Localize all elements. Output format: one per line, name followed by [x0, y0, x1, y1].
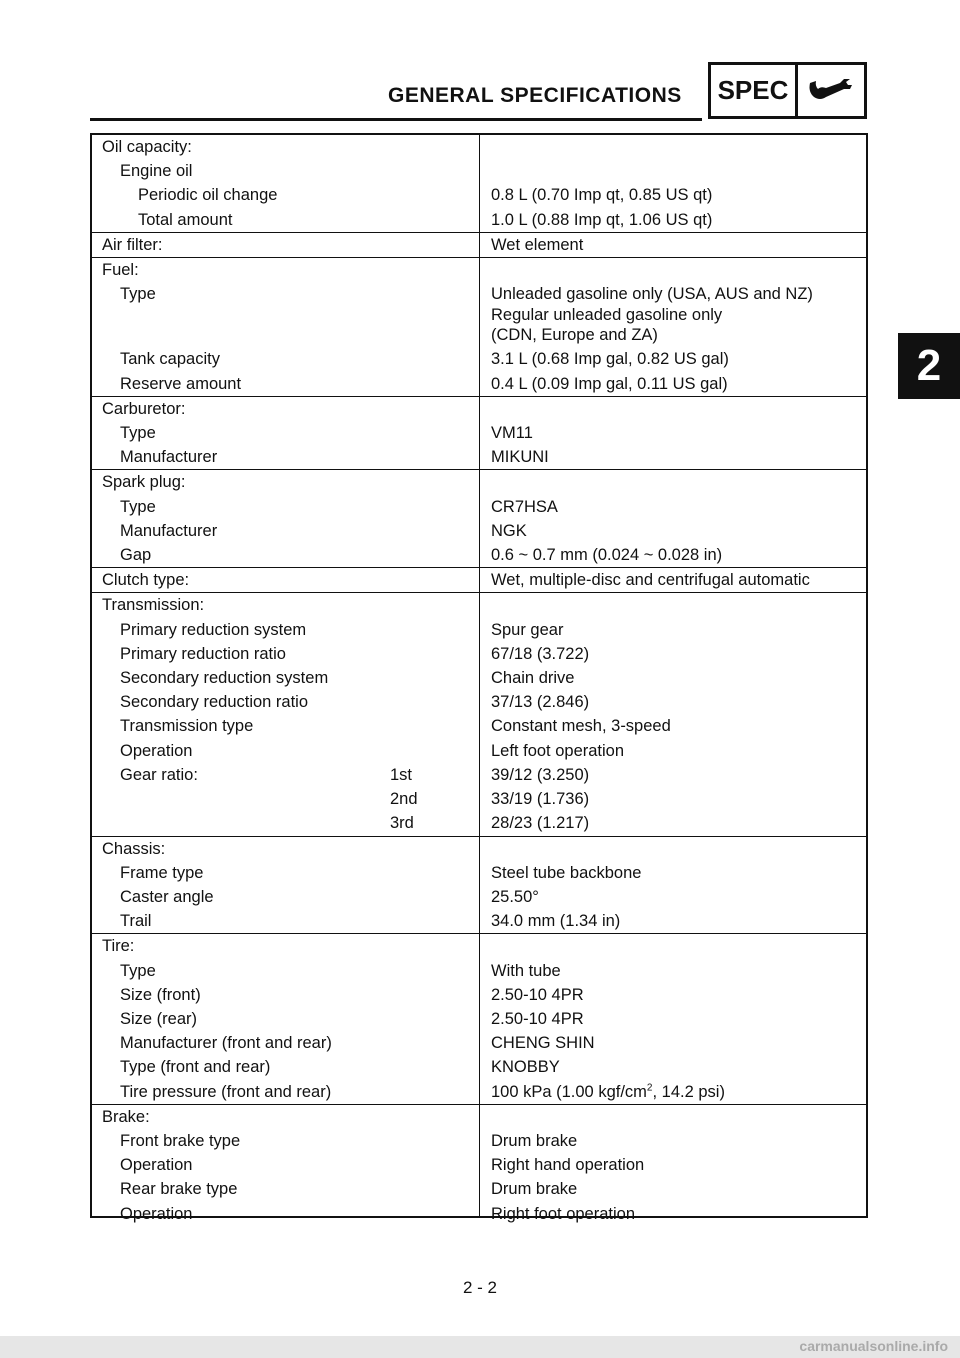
- spec-value-text: 25.50°: [491, 887, 539, 906]
- spec-value: [480, 397, 866, 421]
- spec-value: [480, 135, 866, 159]
- spec-row: [92, 714, 866, 738]
- spec-label: [92, 763, 480, 787]
- spec-label: [92, 568, 480, 592]
- spec-value-text: Drum brake: [491, 1131, 578, 1150]
- spec-label: [92, 397, 480, 421]
- spec-label: [92, 714, 480, 738]
- spec-label-text: Air filter:: [102, 235, 163, 254]
- spec-value-text: 100 kPa (1.00 kgf/cm: [491, 1082, 647, 1101]
- spec-label-text: Operation: [120, 741, 193, 760]
- header-rule: [90, 118, 702, 121]
- spec-label: SPEC: [711, 65, 798, 116]
- spec-label: [92, 909, 480, 933]
- spec-value-text: 0.4 L (0.09 Imp gal, 0.11 US gal): [491, 374, 728, 393]
- spec-label: [92, 618, 480, 642]
- spec-value-text: With tube: [491, 961, 561, 980]
- spec-label-text: Front brake type: [120, 1131, 241, 1150]
- spec-row: [92, 445, 866, 469]
- spec-label-text: Primary reduction system: [120, 620, 307, 639]
- spec-value: [480, 284, 866, 345]
- spec-label: [92, 347, 480, 371]
- spec-label-text: Transmission:: [102, 596, 205, 615]
- spec-label: [92, 1031, 480, 1055]
- spec-value-text: 39/12 (3.250): [491, 765, 590, 784]
- spec-label: [92, 519, 480, 543]
- spec-value: [480, 739, 866, 763]
- spec-value: [480, 1007, 866, 1031]
- spec-row: [92, 519, 866, 543]
- spec-label: [92, 1080, 480, 1104]
- spec-label: [92, 837, 480, 861]
- spec-row: [92, 811, 866, 835]
- spec-value: [480, 543, 866, 567]
- spec-row: [92, 1129, 866, 1153]
- spec-value: [480, 861, 866, 885]
- spec-row: [92, 666, 866, 690]
- spec-value-text: Wet, multiple-disc and centrifugal automatic: [491, 571, 810, 590]
- section-badge: [708, 62, 867, 119]
- spec-label: [92, 135, 480, 159]
- spec-label-text: Fuel:: [102, 261, 139, 280]
- spec-row: [92, 282, 866, 347]
- spec-row: [92, 690, 866, 714]
- spec-value-text: 33/19 (1.736): [491, 790, 590, 809]
- spec-label-text: Type (front and rear): [120, 1058, 271, 1077]
- spec-label-text: Caster angle: [120, 887, 214, 906]
- spec-label: [92, 1129, 480, 1153]
- spec-value-text: 37/13 (2.846): [491, 693, 590, 712]
- spec-group: [92, 592, 866, 835]
- spec-value-text: MIKUNI: [491, 448, 549, 467]
- spec-group: [92, 567, 866, 592]
- spec-value-text: VM11: [491, 424, 533, 443]
- spec-value: [480, 909, 866, 933]
- spec-value: [480, 959, 866, 983]
- spec-group: [92, 469, 866, 567]
- watermark: carmanualsonline.info: [799, 1338, 948, 1354]
- spec-value-text: Left foot operation: [491, 741, 625, 760]
- spec-label: [92, 811, 480, 835]
- spec-value: [480, 208, 866, 232]
- spec-row: [92, 1153, 866, 1177]
- spec-label-text: Operation: [120, 1156, 193, 1175]
- spec-group: [92, 933, 866, 1103]
- spec-label-text: Secondary reduction ratio: [120, 693, 309, 712]
- spec-label: [92, 1153, 480, 1177]
- spec-value-text: Unleaded gasoline only (USA, AUS and NZ) Regular unleaded gasoline only (CDN, Europe and ZA): [491, 285, 813, 345]
- spec-row: [92, 421, 866, 445]
- spec-table: [90, 133, 868, 1223]
- spec-value-text: Drum brake: [491, 1180, 578, 1199]
- spec-row: [92, 983, 866, 1007]
- spec-value: [480, 568, 866, 592]
- spec-row: [92, 1080, 866, 1104]
- spec-label-text: Tire pressure (front and rear): [120, 1082, 332, 1101]
- spec-value: [480, 1129, 866, 1153]
- spec-value-text: 2.50-10 4PR: [491, 1009, 584, 1028]
- spec-row: [92, 763, 866, 787]
- spec-row: [92, 837, 866, 861]
- spec-label-text: Tank capacity: [120, 350, 220, 369]
- spec-row: [92, 739, 866, 763]
- spec-group: [92, 135, 866, 232]
- spec-group: [92, 836, 866, 934]
- spec-row: [92, 183, 866, 207]
- page-title: GENERAL SPECIFICATIONS: [388, 84, 682, 107]
- spec-row: [92, 934, 866, 958]
- spec-value: [480, 837, 866, 861]
- spec-label-text: Total amount: [138, 210, 233, 229]
- spec-row: [92, 372, 866, 396]
- spec-value: [480, 159, 866, 183]
- spec-row: [92, 397, 866, 421]
- spec-value-text: Steel tube backbone: [491, 863, 642, 882]
- spec-row: [92, 347, 866, 371]
- spec-value: [480, 666, 866, 690]
- spec-label-text: Tire:: [102, 937, 135, 956]
- spec-value-text: Wet element: [491, 235, 584, 254]
- spec-value-text: 0.6 ~ 0.7 mm (0.024 ~ 0.028 in): [491, 546, 723, 565]
- spec-label-text: Brake:: [102, 1107, 150, 1126]
- spec-label: [92, 666, 480, 690]
- spec-label: [92, 787, 480, 811]
- spec-row: [92, 618, 866, 642]
- spec-value-text: 2.50-10 4PR: [491, 985, 584, 1004]
- spec-value: [480, 233, 866, 257]
- spec-row: [92, 959, 866, 983]
- spec-value-text: Spur gear: [491, 620, 564, 639]
- spec-value: [480, 618, 866, 642]
- spec-label-text: Engine oil: [120, 162, 193, 181]
- spec-value-text: CR7HSA: [491, 497, 558, 516]
- spec-value-text: 0.8 L (0.70 Imp qt, 0.85 US qt): [491, 186, 713, 205]
- spec-value-text: Constant mesh, 3-speed: [491, 717, 671, 736]
- spec-label-text: Carburetor:: [102, 399, 186, 418]
- spec-value-text: 67/18 (3.722): [491, 644, 590, 663]
- spec-row: [92, 885, 866, 909]
- spec-label-text: Periodic oil change: [138, 186, 278, 205]
- spec-value: [480, 690, 866, 714]
- spec-value: [480, 1153, 866, 1177]
- spec-row: [92, 1202, 866, 1226]
- spec-label-text: Transmission type: [120, 717, 254, 736]
- spec-label-text: Operation: [120, 1204, 193, 1223]
- spec-value: [480, 763, 866, 787]
- spec-value: [480, 421, 866, 445]
- spec-label: [92, 284, 480, 345]
- spec-label: [92, 495, 480, 519]
- spec-label: [92, 885, 480, 909]
- spec-label: [92, 445, 480, 469]
- spec-value-text: Right foot operation: [491, 1204, 636, 1223]
- spec-label: [92, 1202, 480, 1226]
- spec-value-text: 34.0 mm (1.34 in): [491, 912, 621, 931]
- spec-label-text: Chassis:: [102, 839, 166, 858]
- spec-label: [92, 208, 480, 232]
- spec-row: [92, 208, 866, 232]
- spec-group: [92, 1104, 866, 1226]
- spec-value-text: 1.0 L (0.88 Imp qt, 1.06 US qt): [491, 210, 713, 229]
- spec-label: [92, 1055, 480, 1079]
- spec-row: [92, 1105, 866, 1129]
- spec-label: [92, 983, 480, 1007]
- spec-value: [480, 470, 866, 494]
- spec-label: [92, 934, 480, 958]
- wrench-icon: [798, 65, 864, 116]
- chapter-tab: 2: [898, 333, 960, 399]
- spec-label: [92, 593, 480, 617]
- spec-value: [480, 258, 866, 282]
- spec-value: [480, 934, 866, 958]
- gear-label: 2nd: [390, 790, 418, 809]
- spec-value: [480, 519, 866, 543]
- spec-value-text: 3.1 L (0.68 Imp gal, 0.82 US gal): [491, 350, 729, 369]
- spec-label: [92, 159, 480, 183]
- spec-label: [92, 1007, 480, 1031]
- spec-row: [92, 1007, 866, 1031]
- spec-value-text: KNOBBY: [491, 1058, 560, 1077]
- spec-value-text: 28/23 (1.217): [491, 814, 590, 833]
- spec-label-text: Gear ratio:: [120, 765, 198, 784]
- spec-label-text: Manufacturer: [120, 521, 218, 540]
- spec-label-text: Size (rear): [120, 1009, 198, 1028]
- spec-row: [92, 909, 866, 933]
- spec-group: [92, 396, 866, 470]
- spec-row: [92, 787, 866, 811]
- spec-label: [92, 183, 480, 207]
- spec-value-text: NGK: [491, 521, 527, 540]
- spec-row: [92, 1055, 866, 1079]
- spec-row: [92, 1177, 866, 1201]
- spec-value: [480, 445, 866, 469]
- spec-value-text: Right hand operation: [491, 1156, 645, 1175]
- spec-label: [92, 959, 480, 983]
- spec-value: [480, 714, 866, 738]
- spec-value: [480, 885, 866, 909]
- spec-label-text: Primary reduction ratio: [120, 644, 286, 663]
- spec-label: [92, 258, 480, 282]
- spec-value: [480, 811, 866, 835]
- spec-label: [92, 1177, 480, 1201]
- spec-value: [480, 1080, 866, 1104]
- spec-value: [480, 787, 866, 811]
- spec-label: [92, 421, 480, 445]
- spec-value: [480, 347, 866, 371]
- spec-label: [92, 372, 480, 396]
- spec-row: [92, 159, 866, 183]
- spec-row: [92, 495, 866, 519]
- spec-label: [92, 543, 480, 567]
- spec-row: [92, 642, 866, 666]
- spec-value: [480, 1055, 866, 1079]
- spec-value: [480, 1031, 866, 1055]
- spec-label: [92, 1105, 480, 1129]
- page-number: 2 - 2: [462, 1278, 498, 1297]
- spec-row: [92, 568, 866, 592]
- superscript: 2: [646, 1082, 653, 1094]
- spec-value: [480, 183, 866, 207]
- spec-label-text: Rear brake type: [120, 1180, 238, 1199]
- spec-row: [92, 470, 866, 494]
- spec-label-text: Clutch type:: [102, 571, 190, 590]
- spec-value: [480, 495, 866, 519]
- spec-label-text: Size (front): [120, 985, 201, 1004]
- spec-label: [92, 642, 480, 666]
- spec-label: [92, 233, 480, 257]
- spec-label-text: Type: [120, 961, 156, 980]
- spec-row: [92, 1031, 866, 1055]
- spec-label: [92, 739, 480, 763]
- spec-row: [92, 258, 866, 282]
- spec-label-text: Trail: [120, 912, 152, 931]
- spec-label-text: Secondary reduction system: [120, 669, 329, 688]
- spec-group: [92, 232, 866, 257]
- spec-value: [480, 372, 866, 396]
- footer-bar: [0, 1336, 960, 1358]
- spec-row: [92, 135, 866, 159]
- spec-value: [480, 1177, 866, 1201]
- spec-label-text: Frame type: [120, 863, 204, 882]
- spec-label: [92, 861, 480, 885]
- spec-label-text: Type: [120, 424, 156, 443]
- spec-value-text: CHENG SHIN: [491, 1034, 595, 1053]
- spec-value-text: Chain drive: [491, 669, 575, 688]
- spec-label: [92, 690, 480, 714]
- spec-label-text: Type: [120, 285, 156, 304]
- spec-label-text: Reserve amount: [120, 374, 242, 393]
- spec-group: [92, 257, 866, 396]
- spec-label-text: Oil capacity:: [102, 138, 192, 156]
- spec-label-text: Gap: [120, 546, 152, 565]
- spec-row: [92, 543, 866, 567]
- gear-label: 3rd: [390, 814, 414, 833]
- spec-value: [480, 1202, 866, 1226]
- spec-value: [480, 593, 866, 617]
- spec-row: [92, 861, 866, 885]
- gear-label: 1st: [390, 765, 413, 784]
- spec-label-text: Spark plug:: [102, 473, 186, 492]
- spec-row: [92, 233, 866, 257]
- spec-value: [480, 983, 866, 1007]
- spec-row: [92, 593, 866, 617]
- spec-value: [480, 642, 866, 666]
- spec-label: [92, 470, 480, 494]
- spec-label-text: Manufacturer (front and rear): [120, 1034, 332, 1053]
- spec-label-text: Type: [120, 497, 156, 516]
- spec-value: [480, 1105, 866, 1129]
- spec-value-tail: , 14.2 psi): [652, 1082, 725, 1101]
- spec-label-text: Manufacturer: [120, 448, 218, 467]
